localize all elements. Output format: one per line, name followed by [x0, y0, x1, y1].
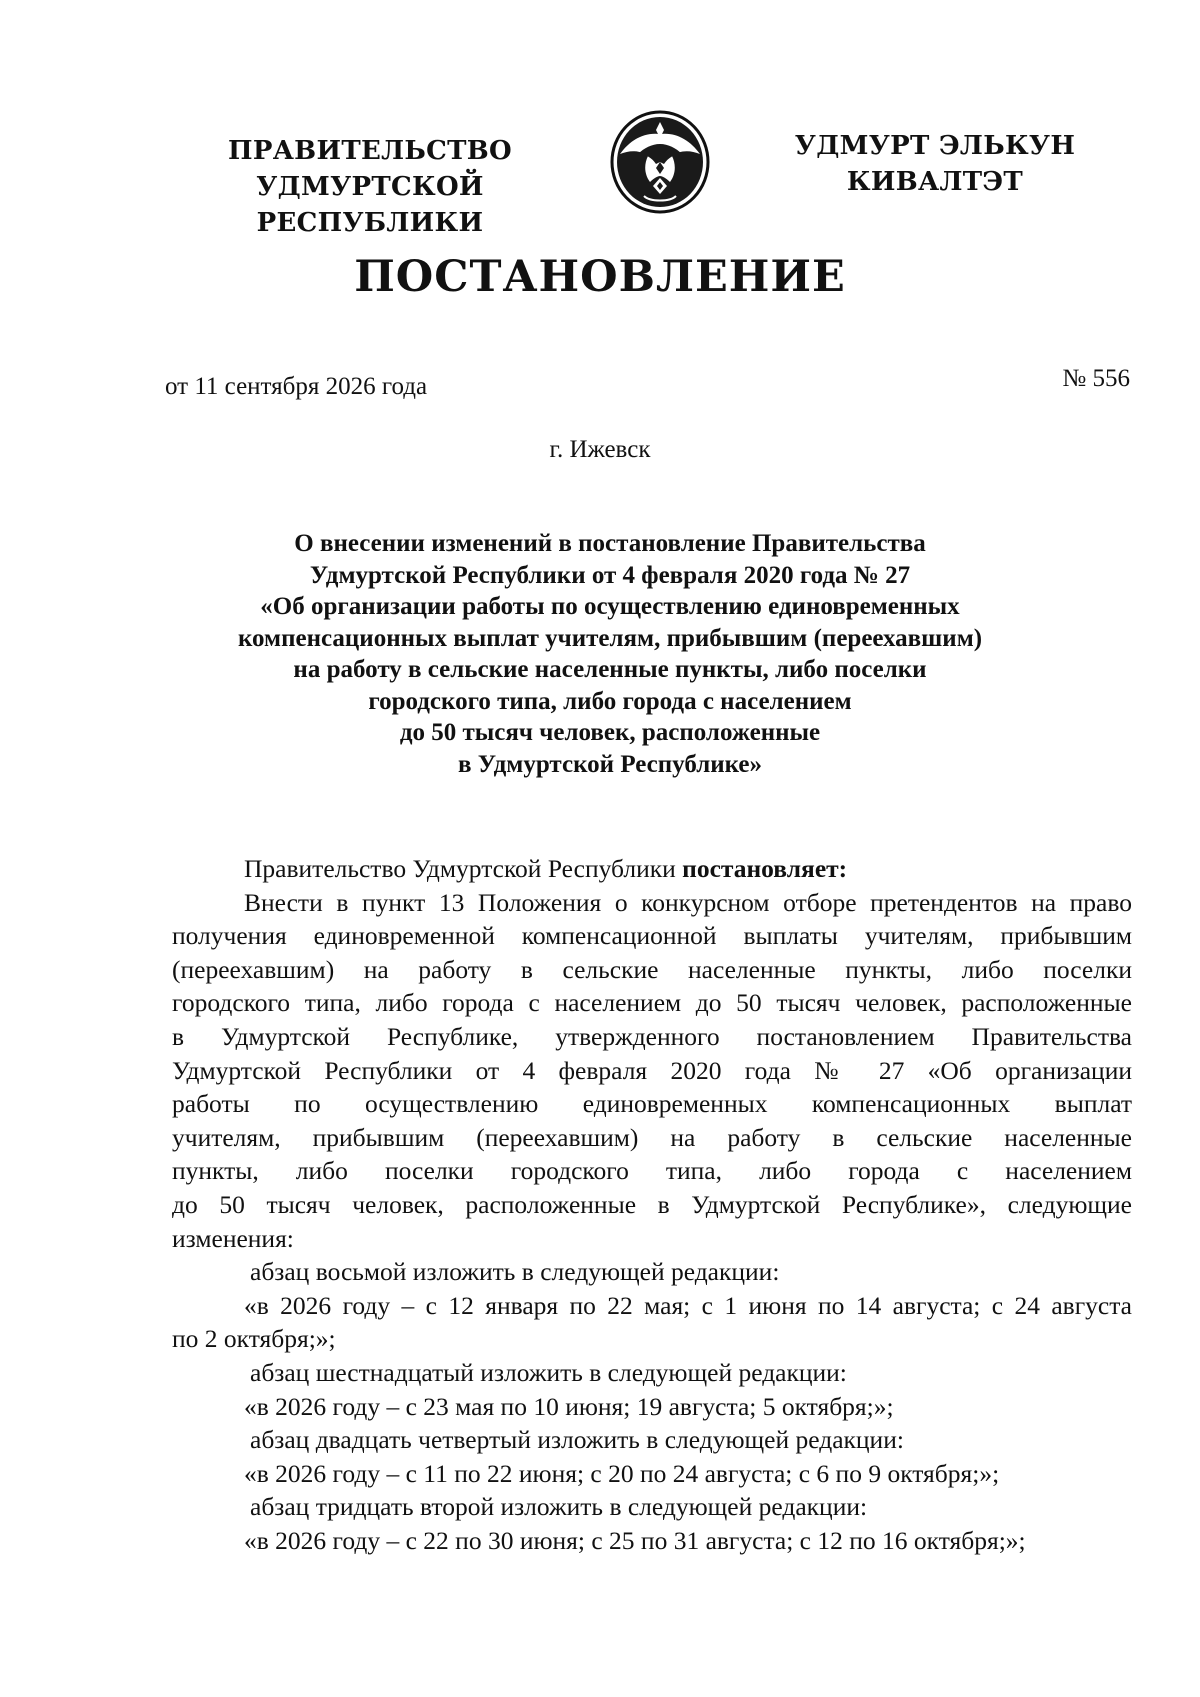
- document-body: [172, 852, 1132, 1557]
- body-intro-text: Правительство Удмуртской Республики: [244, 854, 683, 883]
- amendment-text: «в 2026 году – с 12 января по 22 мая; с 1 июня по 14 августа; с 24 августа: [244, 1290, 1132, 1320]
- amendment-text: «в 2026 году – с 11 по 22 июня; с 20 по 24 августа; с 6 по 9 октября;»;: [244, 1458, 1000, 1488]
- issuer-name-russian: [140, 133, 600, 241]
- document-date: от 11 сентября 2026 года: [165, 373, 428, 400]
- subject-line: О внесении изменений в постановление Правительства: [294, 530, 926, 557]
- subject-line: компенсационных выплат учителям, прибывшим (переехавшим): [237, 624, 983, 652]
- body-line: в Удмуртской Республике, утвержденного постановлением Правительства: [172, 1021, 1132, 1051]
- subject-line: на работу в сельские населенные пункты, либо поселки: [293, 656, 927, 683]
- body-line: получения единовременной компенсационной выплаты учителям, прибывшим: [172, 921, 1132, 951]
- body-line: изменения:: [172, 1223, 294, 1253]
- subject-line: «Об организации работы по осуществлению единовременных: [260, 593, 960, 620]
- coat-of-arms-icon: [604, 104, 716, 216]
- amendment-text: «в 2026 году – с 22 по 30 июня; с 25 по 31 августа; с 12 по 16 октября;»;: [244, 1525, 1026, 1555]
- issuer-name-line: УДМУРТСКОЙ РЕСПУБЛИКИ: [256, 172, 484, 238]
- subject-line: городского типа, либо города с населением: [368, 687, 852, 715]
- body-line: работы по осуществлению единовременных компенсационных выплат: [172, 1089, 1132, 1119]
- amendment-label: абзац восьмой изложить в следующей редакции:: [250, 1257, 780, 1287]
- body-intro: [172, 852, 1132, 886]
- subject-line: Удмуртской Республики от 4 февраля 2020 года № 27: [309, 561, 911, 589]
- issuer-name-line: УДМУРТ ЭЛЬКУН: [794, 131, 1076, 161]
- document-subject: [150, 528, 1070, 780]
- body-line: пункты, либо поселки городского типа, либо города с населением: [172, 1156, 1132, 1186]
- body-line: учителям, прибывшим (переехавшим) на работу в сельские населенные: [172, 1122, 1132, 1152]
- issuer-name-line: КИВАЛТЭТ: [846, 167, 1024, 197]
- body-line: Удмуртской Республики от 4 февраля 2020 года № 27 «Об организации: [172, 1055, 1132, 1085]
- issuer-name-line: ПРАВИТЕЛЬСТВО: [228, 136, 512, 166]
- issuer-name-udmurt: [790, 128, 1080, 200]
- body-line: городского типа, либо города с населением до 50 тысяч человек, расположенные: [172, 988, 1132, 1018]
- document-number: № 556: [1062, 365, 1130, 392]
- document-title: ПОСТАНОВЛЕНИЕ: [354, 252, 846, 302]
- body-line: до 50 тысяч человек, расположенные в Удмуртской Республике», следующие: [172, 1189, 1132, 1219]
- amendment-label: абзац двадцать четвертый изложить в следующей редакции:: [250, 1425, 904, 1455]
- amendment-label: абзац шестнадцатый изложить в следующей редакции:: [250, 1357, 847, 1387]
- body-intro-keyword: постановляет:: [682, 854, 848, 883]
- amendment-label: абзац тридцать второй изложить в следующей редакции:: [250, 1492, 868, 1522]
- subject-line: в Удмуртской Республике»: [457, 750, 763, 778]
- body-line: Внести в пункт 13 Положения о конкурсном отборе претендентов на право: [244, 887, 1132, 917]
- document-city: г. Ижевск: [549, 436, 651, 463]
- body-line: (переехавшим) на работу в сельские населенные пункты, либо поселки: [172, 954, 1132, 984]
- subject-line: до 50 тысяч человек, расположенные: [399, 719, 821, 746]
- amendment-text: по 2 октября;»;: [172, 1324, 336, 1354]
- amendment-text: «в 2026 году – с 23 мая по 10 июня; 19 августа; 5 октября;»;: [244, 1391, 894, 1421]
